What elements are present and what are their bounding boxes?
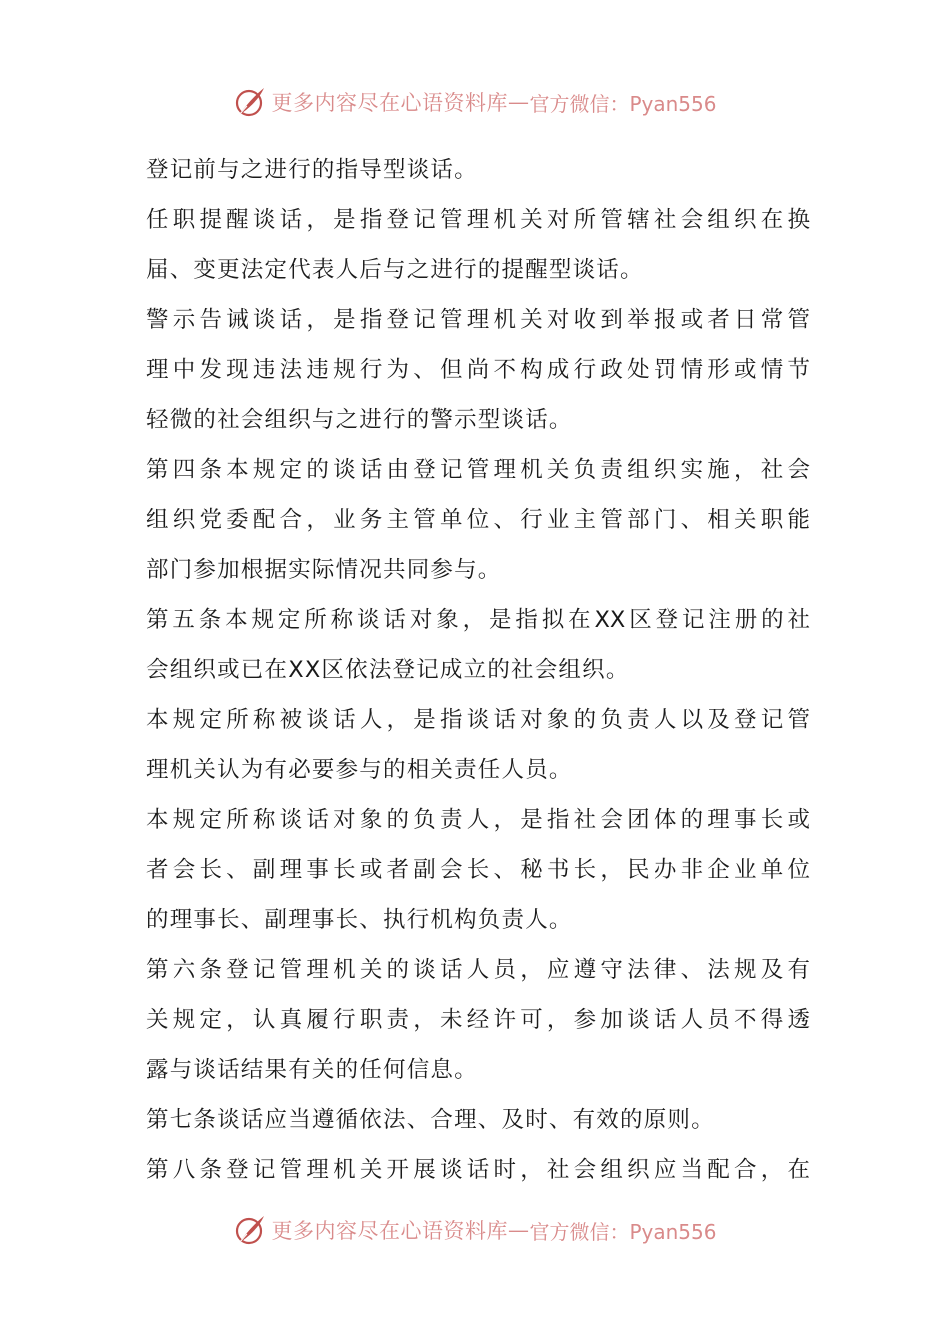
text-line: 本规定所称谈话对象的负责人，是指社会团体的理事长或 [146,807,810,833]
footer-watermark [0,1210,950,1250]
text-line: 关规定，认真履行职责，未经许可，参加谈话人员不得透 [146,1007,810,1033]
text-line: 部门参加根据实际情况共同参与。 [146,557,502,583]
text-line: 的理事长、副理事长、执行机构负责人。 [146,907,573,933]
text-line: 本规定所称被谈话人，是指谈话对象的负责人以及登记管 [146,707,810,733]
watermark-wechat: 官方微信：Pyan556 [529,91,717,116]
text-line: 登记前与之进行的指导型谈话。 [146,157,478,183]
text-line: 理中发现违法违规行为、但尚不构成行政处罚情形或情节 [146,357,810,383]
text-line: 露与谈话结果有关的任何信息。 [146,1057,478,1083]
header-watermark [0,82,950,122]
text-line: 轻微的社会组织与之进行的警示型谈话。 [146,407,573,433]
text-line: 警示告诫谈话，是指登记管理机关对收到举报或者日常管 [146,307,810,333]
watermark-separator: — [507,90,530,114]
text-line: 第五条本规定所称谈话对象，是指拟在XX区登记注册的社 [146,607,810,633]
text-line: 第四条本规定的谈话由登记管理机关负责组织实施，社会 [146,457,810,483]
text-line: 第八条登记管理机关开展谈话时，社会组织应当配合，在 [146,1157,810,1183]
watermark-brand: 更多内容尽在心语资料库 [271,1219,508,1243]
feather-pen-circle-icon [233,85,267,119]
watermark-wechat: 官方微信：Pyan556 [529,1219,717,1244]
text-line: 任职提醒谈话，是指登记管理机关对所管辖社会组织在换 [146,207,810,233]
text-line: 届、变更法定代表人后与之进行的提醒型谈话。 [146,257,644,283]
text-line: 者会长、副理事长或者副会长、秘书长，民办非企业单位 [146,857,810,883]
text-line: 会组织或已在XX区依法登记成立的社会组织。 [146,657,630,683]
watermark-separator: — [507,1218,530,1242]
watermark-brand: 更多内容尽在心语资料库 [271,91,508,115]
text-line: 第七条谈话应当遵循依法、合理、及时、有效的原则。 [146,1107,715,1133]
document-body [146,145,810,1195]
text-line: 第六条登记管理机关的谈话人员，应遵守法律、法规及有 [146,957,810,983]
feather-pen-circle-icon [233,1213,267,1247]
text-line: 组织党委配合，业务主管单位、行业主管部门、相关职能 [146,507,810,533]
text-line: 理机关认为有必要参与的相关责任人员。 [146,757,573,783]
